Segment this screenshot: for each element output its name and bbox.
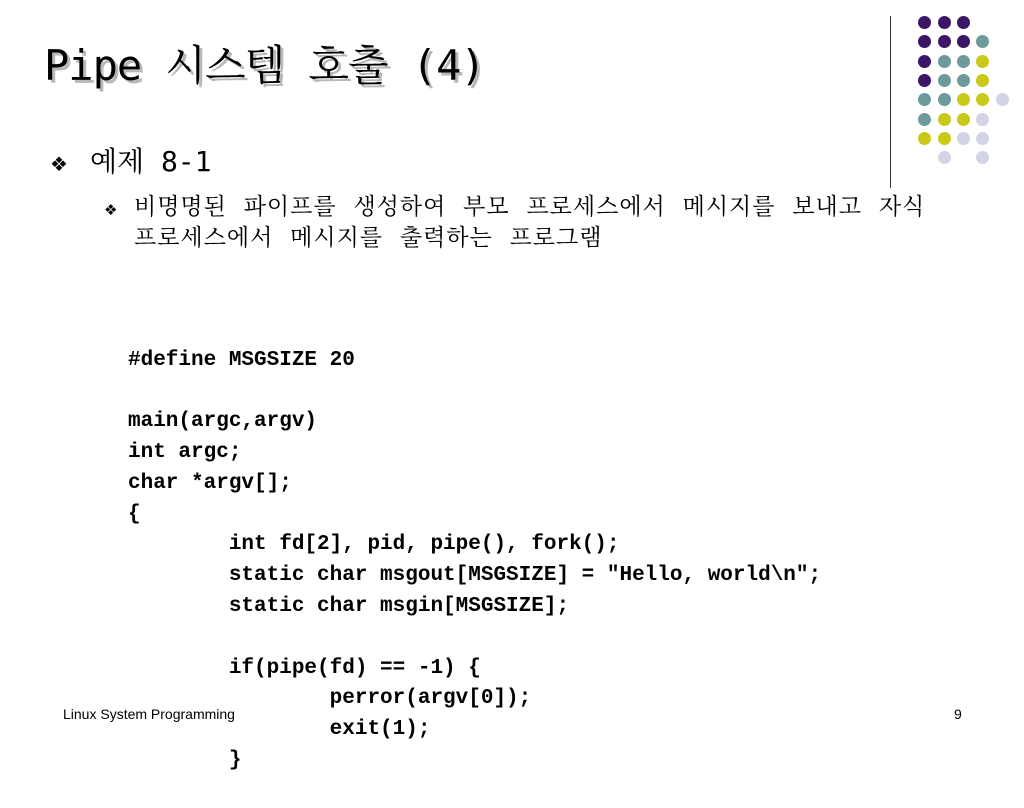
decorative-dot: [957, 132, 970, 145]
decorative-dot: [918, 93, 931, 106]
code-line: exit(1);: [128, 718, 431, 742]
decorative-dot: [938, 74, 951, 87]
code-block: [128, 284, 821, 808]
bullet-level1-text: 예제 8-1: [90, 145, 212, 178]
decorative-dot: [957, 113, 970, 126]
decorative-dot: [957, 35, 970, 48]
decorative-dot: [918, 132, 931, 145]
decorative-dot: [918, 16, 931, 29]
footer-page-number: 9: [954, 706, 962, 722]
code-line: if(pipe(fd) == -1) {: [128, 656, 481, 680]
code-line: }: [128, 748, 242, 772]
code-line: {: [128, 502, 141, 526]
code-line: char *argv[];: [128, 471, 292, 495]
decorative-dot: [938, 132, 951, 145]
decorative-dot: [918, 74, 931, 87]
bullet-level2-text: 비명명된 파이프를 생성하여 부모 프로세스에서 메시지를 보내고 자식 프로세스에서 메시지를 출력하는 프로그램: [134, 194, 926, 251]
decorative-dot: [957, 16, 970, 29]
slide-title: Pipe 시스템 호출 (4): [44, 41, 485, 90]
footer-course-title: Linux System Programming: [63, 706, 235, 722]
code-line: static char msgout[MSGSIZE] = "Hello, world\n";: [128, 564, 822, 588]
decorative-dot: [918, 113, 931, 126]
code-line: perror(argv[0]);: [128, 687, 532, 711]
code-line: int argc;: [128, 440, 242, 464]
decorative-dot: [976, 35, 989, 48]
decorative-dot: [996, 93, 1009, 106]
decorative-dot: [957, 55, 970, 68]
code-line: int fd[2], pid, pipe(), fork();: [128, 533, 620, 557]
decorative-dot: [938, 55, 951, 68]
code-line: [128, 376, 821, 407]
decorative-dot: [938, 16, 951, 29]
decorative-dot: [976, 74, 989, 87]
decorative-dot: [938, 93, 951, 106]
decorative-dot: [957, 74, 970, 87]
decorative-vertical-line: [890, 16, 891, 188]
code-line: static char msgin[MSGSIZE];: [128, 594, 570, 618]
decorative-dot: [918, 55, 931, 68]
decorative-dot: [976, 93, 989, 106]
code-line: main(argc,argv): [128, 410, 318, 434]
code-line: [128, 623, 821, 654]
decorative-dot: [957, 93, 970, 106]
decorative-dot: [938, 151, 951, 164]
code-line: #define MSGSIZE 20: [128, 348, 355, 372]
decorative-dot: [976, 132, 989, 145]
decorative-dot: [976, 113, 989, 126]
decorative-dot: [976, 55, 989, 68]
bullet-diamond-icon: ❖: [104, 201, 118, 219]
decorative-dot: [938, 113, 951, 126]
decorative-dot: [976, 151, 989, 164]
decorative-dot: [918, 35, 931, 48]
decorative-dot: [938, 35, 951, 48]
bullet-diamond-icon: ❖: [50, 152, 68, 176]
